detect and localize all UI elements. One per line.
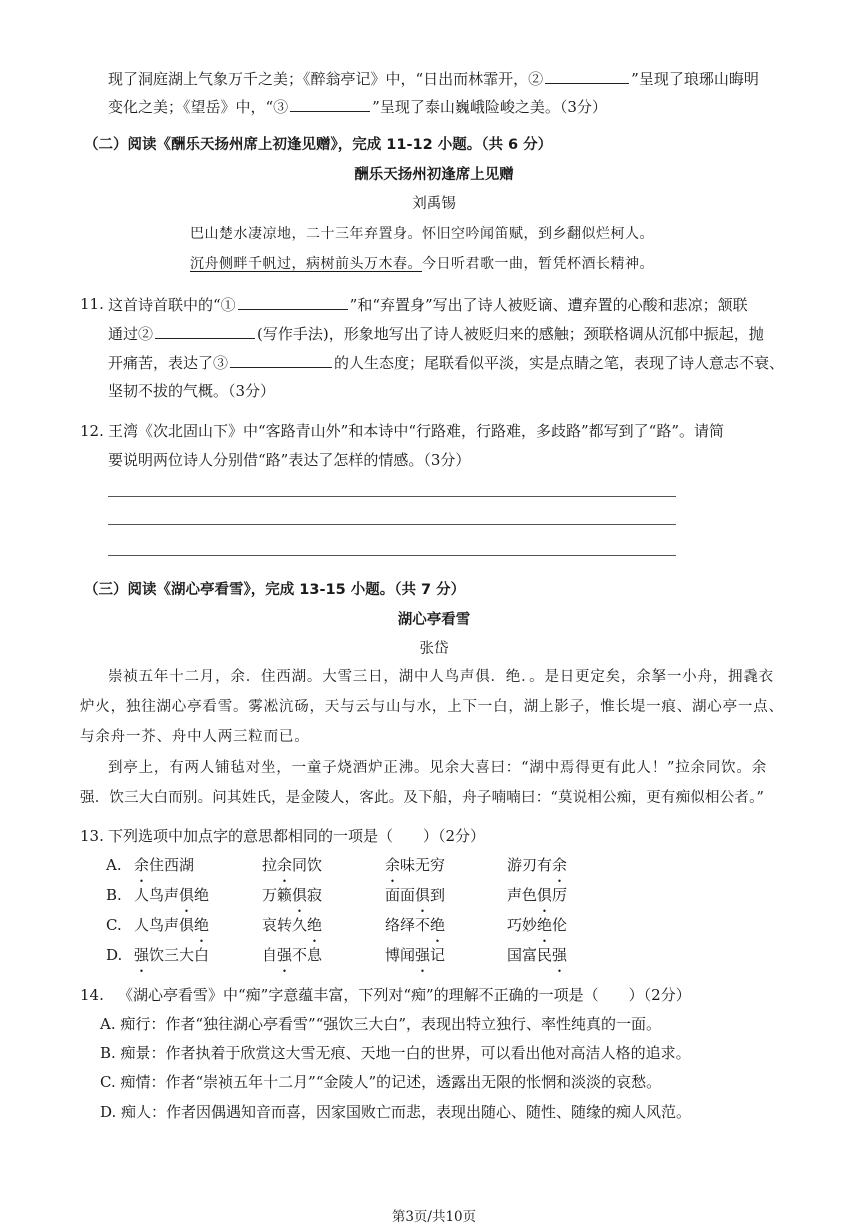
q13-option-letter[interactable]: C. (106, 916, 122, 934)
answer-line-1[interactable] (108, 496, 676, 497)
q13-option-phrase (262, 915, 322, 935)
q11-line-3-text: 开痛苦，表达了③ (108, 354, 229, 372)
poem-title: 酬乐天扬州初逢席上见赠 (354, 167, 514, 183)
intro-line-2-text: 变化之美；《望岳》中，“③ (108, 98, 289, 116)
q13-option-phrase (134, 915, 209, 935)
q11-blank-2[interactable] (155, 323, 255, 339)
emphasized-char: 俱 (537, 886, 553, 904)
q13-option-phrase (134, 855, 194, 875)
q14-option-c[interactable]: C. 痴情：作者“崇祯五年十二月”“金陵人”的记述，透露出无限的怅惘和淡淡的哀愁。 (100, 1073, 662, 1091)
q14-stem: 《湖心亭看雪》中“痴”字意蕴丰富，下列对“痴”的理解不正确的一项是（ ）（2分） (118, 986, 691, 1004)
q11-line-3 (108, 352, 784, 373)
page-footer: 第3页/共10页 (391, 1209, 477, 1225)
poem-line-2-rest: 今日听君歌一曲，暂凭杯酒长精神。 (422, 256, 654, 272)
intro-line-1-text: 现了洞庭湖上气象万千之美；《醉翁亭记》中，“日出而林霏开，② (108, 70, 544, 88)
emphasized-char: 强 (277, 946, 293, 964)
phrase-prefix: 国富民 (507, 946, 553, 964)
emphasized-char: 余 (552, 856, 568, 874)
prose-author: 张岱 (419, 641, 449, 657)
q14-option-b[interactable]: B. 痴景：作者执着于欣赏这大雪无痕、天地一白的世界，可以看出他对高洁人格的追求。 (100, 1044, 691, 1062)
q13-number: 13. (80, 827, 104, 845)
poem-author: 刘禹锡 (412, 196, 456, 212)
q13-option-phrase (134, 945, 209, 965)
q11-line-1-tail: ”和“弃置身”写出了诗人被贬谪、遭弃置的心酸和悲凉；颔联 (349, 296, 748, 314)
phrase-prefix: 声色 (507, 886, 538, 904)
emphasized-char: 强 (552, 946, 568, 964)
poem-line-1: 巴山楚水凄凉地，二十三年弃置身。怀旧空吟闻笛赋，到乡翻似烂柯人。 (190, 226, 654, 242)
q13-option-phrase (385, 945, 445, 965)
prose-p1-line-2: 炉火，独往湖心亭看雪。雾凇沆砀，天与云与山与水，上下一白，湖上影子，惟长堤一痕、湖心亭一点、 (80, 699, 784, 715)
intro-line-2-tail: ”呈现了泰山巍峨险峻之美。（3分） (372, 98, 607, 116)
poem-line-2-underlined: 沉舟侧畔千帆过，病树前头万木春。 (190, 256, 422, 272)
answer-line-3[interactable] (108, 555, 676, 556)
phrase-prefix: 哀转久 (262, 916, 308, 934)
emphasized-char: 强 (415, 946, 431, 964)
emphasized-char: 强 (134, 946, 150, 964)
intro-line-1-tail: ”呈现了琅琊山晦明 (631, 70, 759, 88)
emphasized-char: 余 (277, 856, 293, 874)
phrase-prefix: 游刃有 (507, 856, 553, 874)
q14-option-d[interactable]: D. 痴人：作者因偶遇知音而喜，因家国败亡而悲，表现出随心、随性、随缘的痴人风范。 (100, 1103, 692, 1121)
emphasized-char: 俱 (179, 886, 195, 904)
q11-blank-3[interactable] (230, 352, 332, 368)
q11-blank-1[interactable] (238, 294, 348, 310)
phrase-prefix: 络绎不 (385, 916, 431, 934)
q12-line-1: 王湾《次北固山下》中“客路青山外”和本诗中“行路难，行路难，多歧路”都写到了“路”。请简 (108, 422, 725, 440)
phrase-suffix: 绝 (194, 886, 210, 904)
q13-stem: 下列选项中加点字的意思都相同的一项是（ ）（2分） (108, 827, 486, 845)
phrase-suffix: 味无穷 (400, 856, 446, 874)
phrase-suffix: 到 (430, 886, 446, 904)
prose-p1-line-1: 崇祯五年十二月，余．住西湖。大雪三日，湖中人鸟声俱．绝．。是日更定矣，余拏一小舟，拥毳衣 (108, 669, 774, 685)
emphasized-char: 绝 (537, 916, 553, 934)
phrase-prefix: 巧妙 (507, 916, 538, 934)
phrase-suffix: 同饮 (292, 856, 323, 874)
q13-option-phrase (507, 915, 567, 935)
prose-title: 湖心亭看雪 (397, 612, 471, 628)
prose-p1-line-3: 与余舟一芥、舟中人两三粒而已。 (80, 729, 310, 745)
q14-option-a[interactable]: A. 痴行：作者“独往湖心亭看雪”“强饮三大白”，表现出特立独行、率性纯真的一面。 (100, 1015, 662, 1033)
phrase-suffix: 饮三大白 (149, 946, 210, 964)
emphasized-char: 俱 (415, 886, 431, 904)
q11-line-2-tail: (写作手法)，形象地写出了诗人被贬归来的感触；颈联格调从沉郁中振起，抛 (257, 325, 764, 343)
q13-option-phrase (134, 885, 209, 905)
q11-line-2 (108, 323, 764, 344)
q11-line-2-text: 通过② (108, 325, 154, 343)
q12-number: 12. (80, 422, 104, 440)
phrase-prefix: 人鸟声 (134, 886, 180, 904)
phrase-prefix: 自 (262, 946, 278, 964)
phrase-prefix: 万籁 (262, 886, 293, 904)
answer-blank-2[interactable] (545, 68, 629, 84)
q14-number: 14. (80, 986, 104, 1004)
q11-line-4: 坚韧不拔的气概。（3分） (108, 382, 276, 400)
q13-option-letter[interactable]: B. (106, 886, 122, 904)
poem-line-2 (190, 254, 654, 274)
emphasized-char: 绝 (307, 916, 323, 934)
q13-option-phrase (507, 945, 567, 965)
q11-line-3-tail: 的人生态度；尾联看似平淡，实是点睛之笔，表现了诗人意志不衰、 (334, 354, 785, 372)
emphasized-char: 余 (134, 856, 150, 874)
phrase-prefix: 拉 (262, 856, 278, 874)
q13-option-phrase (385, 885, 445, 905)
emphasized-char: 绝 (194, 916, 210, 934)
phrase-prefix: 人鸟声俱 (134, 916, 195, 934)
phrase-suffix: 住西湖 (149, 856, 195, 874)
phrase-prefix: 博闻 (385, 946, 416, 964)
emphasized-char: 绝 (430, 916, 446, 934)
q13-option-phrase (262, 855, 322, 875)
q13-option-phrase (385, 915, 445, 935)
q12-line-2: 要说明两位诗人分别借“路”表达了怎样的情感。（3分） (108, 451, 471, 469)
q11-line-1-text: 这首诗首联中的“① (108, 296, 236, 314)
q13-option-phrase (262, 885, 322, 905)
phrase-prefix: 面面 (385, 886, 416, 904)
q11-number: 11. (80, 295, 104, 313)
phrase-suffix: 寂 (307, 886, 323, 904)
prose-p2-line-2: 强．饮三大白而别。问其姓氏，是金陵人，客此。及下船，舟子喃喃曰：“莫说相公痴，更有痴似相公者。” (80, 790, 765, 806)
q13-option-letter[interactable]: A. (106, 856, 122, 874)
section-2-heading: （二）阅读《酬乐天扬州席上初逢见赠》，完成 11-12 小题。（共 6 分） (84, 137, 553, 153)
answer-line-2[interactable] (108, 524, 676, 525)
phrase-suffix: 不息 (292, 946, 323, 964)
q11-line-1 (108, 294, 748, 315)
emphasized-char: 余 (385, 856, 401, 874)
q13-option-phrase (507, 855, 567, 875)
q13-option-letter[interactable]: D. (106, 946, 123, 964)
answer-blank-3[interactable] (290, 96, 370, 112)
section-3-heading: （三）阅读《湖心亭看雪》，完成 13-15 小题。（共 7 分） (84, 582, 466, 598)
q13-option-phrase (262, 945, 322, 965)
q13-option-phrase (507, 885, 567, 905)
phrase-suffix: 记 (430, 946, 446, 964)
intro-line-1 (108, 68, 759, 89)
prose-p2-line-1: 到亭上，有两人铺毡对坐，一童子烧酒炉正沸。见余大喜曰：“湖中焉得更有此人！”拉余同饮。余 (108, 760, 768, 776)
phrase-suffix: 伦 (552, 916, 568, 934)
phrase-suffix: 厉 (552, 886, 568, 904)
intro-line-2 (108, 96, 607, 117)
q13-option-phrase (385, 855, 445, 875)
emphasized-char: 俱 (292, 886, 308, 904)
